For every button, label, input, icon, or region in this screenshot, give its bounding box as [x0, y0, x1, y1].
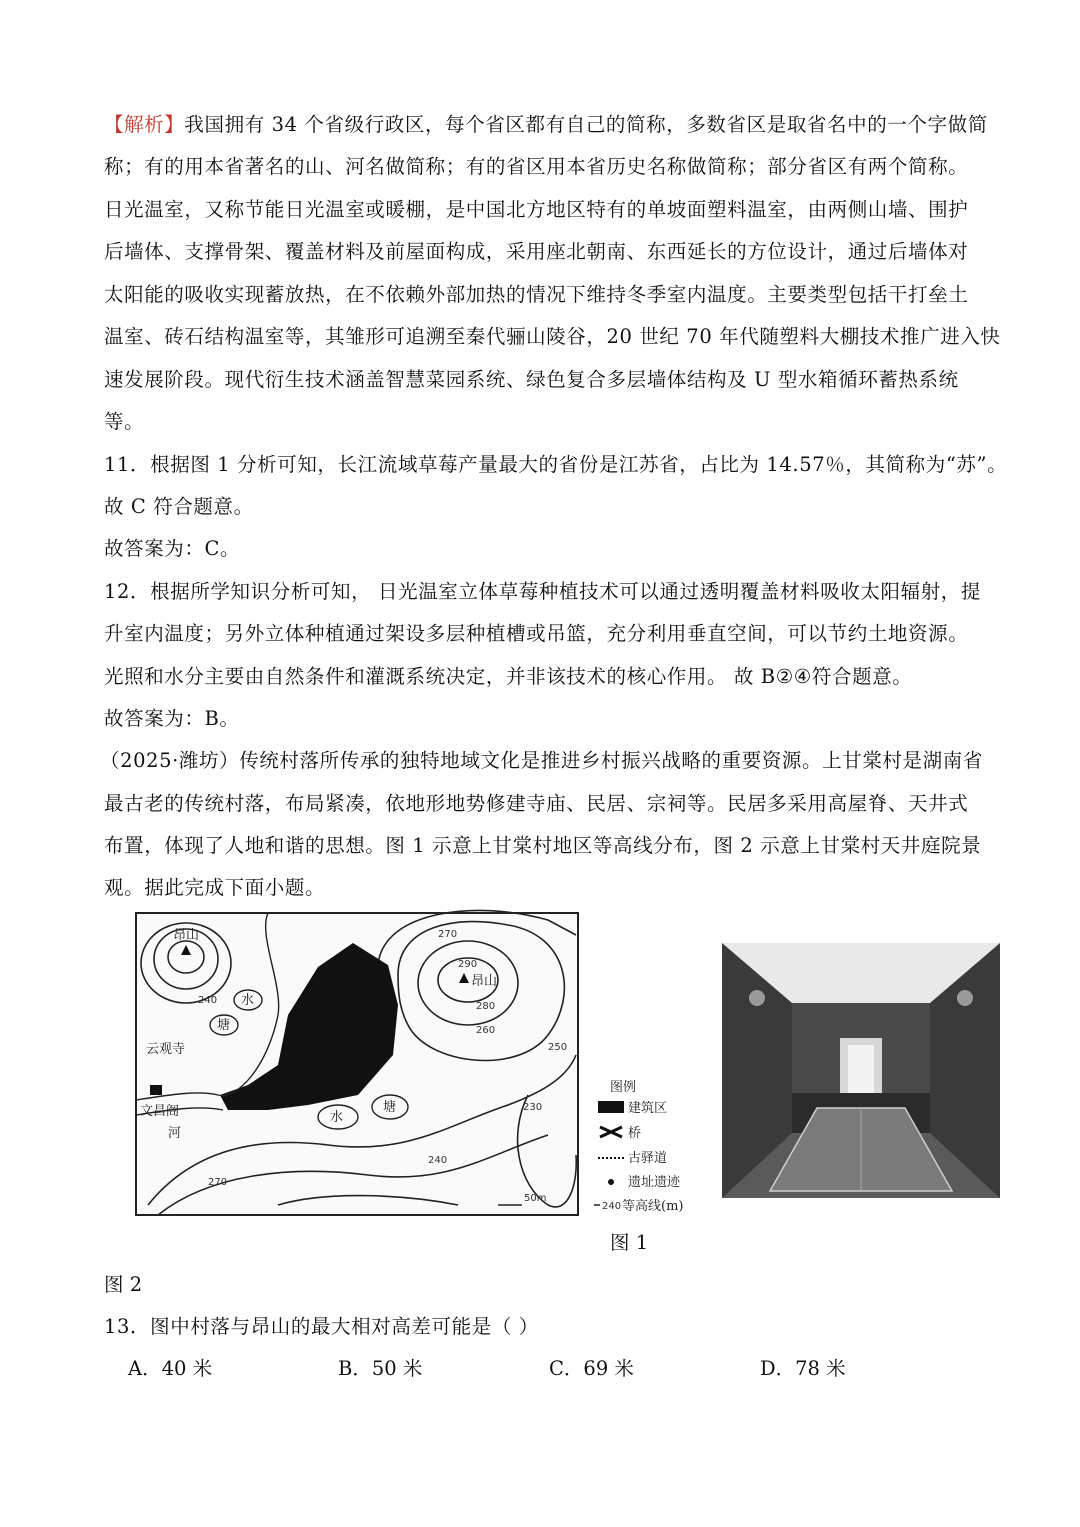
analysis-line-8: 等。: [104, 410, 145, 433]
contour-label-7: 230: [523, 1102, 543, 1113]
legend-bridge-icon: [600, 1127, 622, 1137]
q13-option-d[interactable]: D．78 米: [760, 1357, 846, 1380]
intro-line-2: 最古老的传统村落，布局紧凑，依地形地势修建寺庙、民居、宗祠等。民居多采用高屋脊、天井式: [104, 792, 969, 815]
map-legend: [594, 1080, 683, 1214]
intro-line-1: （2025·潍坊）传统村落所传承的独特地域文化是推进乡村振兴战略的重要资源。上甘棠村是湖南省: [100, 749, 983, 772]
analysis-line-7: 速发展阶段。现代衍生技术涵盖智慧菜园系统、绿色复合多层墙体结构及 U 型水箱循环蓄热系统: [104, 368, 959, 391]
q11-line-1: 11．根据图 1 分析可知，长江流域草莓产量最大的省份是江苏省，占比为 14.57％，其简称为“苏”。: [104, 453, 1008, 476]
figure-1-caption: 图 1: [610, 1231, 649, 1254]
q12-answer: 故答案为：B。: [104, 707, 240, 730]
q11-answer: 故答案为：C。: [104, 537, 241, 560]
intro-line-4: 观。据此完成下面小题。: [104, 876, 326, 899]
q12-line-1: 12．根据所学知识分析可知， 日光温室立体草莓种植技术可以通过透明覆盖材料吸收太阳辐射，提: [104, 580, 982, 603]
contour-label-3: 290: [458, 959, 478, 970]
legend-building-swatch: [598, 1101, 624, 1113]
legend-title: 图例: [610, 1080, 637, 1095]
scale-label: 50m: [524, 1193, 547, 1204]
label-shui1: 水: [241, 993, 255, 1008]
legend-building: 建筑区: [628, 1101, 668, 1116]
figure-2-caption: 图 2: [104, 1273, 143, 1296]
q13-option-c[interactable]: C．69 米: [549, 1357, 634, 1380]
contour-label-8: 240: [428, 1155, 448, 1166]
analysis-line-4: 后墙体、支撑骨架、覆盖材料及前屋面构成，采用座北朝南、东西延长的方位设计，通过后墙体对: [104, 240, 969, 263]
contour-label-5: 260: [476, 1025, 496, 1036]
contour-label-2: 270: [438, 929, 458, 940]
analysis-tag: 【解析】: [104, 113, 185, 136]
courtyard-photo: [722, 943, 1000, 1198]
label-angshan-left: 昂山: [173, 928, 200, 943]
q12-line-2: 升室内温度；另外立体种植通过架设多层种植槽或吊篮，充分利用垂直空间，可以节约土地资源。: [104, 622, 969, 645]
legend-contour-sample: 240: [602, 1201, 622, 1212]
temple-icon: [150, 1085, 162, 1095]
q11-line-2: 故 C 符合题意。: [104, 495, 254, 518]
q12-line-3: 光照和水分主要由自然条件和灌溉系统决定，并非该技术的核心作用。 故 B②④符合题意。: [104, 665, 913, 688]
contour-map: [128, 905, 698, 1223]
label-angshan-right: 昂山: [471, 974, 498, 989]
contour-label-4: 280: [476, 1001, 496, 1012]
contour-label-1: 240: [198, 995, 218, 1006]
legend-contour: 等高线(m): [622, 1199, 684, 1214]
analysis-line-2: 称；有的用本省著名的山、河名做简称；有的省区用本省历史名称做简称；部分省区有两个简称。: [104, 155, 969, 178]
label-tang1: 塘: [217, 1018, 231, 1033]
analysis-line-5: 太阳能的吸收实现蓄放热，在不依赖外部加热的情况下维持冬季室内温度。主要类型包括干打垒土: [104, 283, 969, 306]
label-temple: 云观寺: [146, 1042, 186, 1057]
contour-label-9: 270: [208, 1177, 228, 1188]
q13-option-a[interactable]: A．40 米: [128, 1357, 213, 1380]
legend-site-icon: [608, 1179, 614, 1185]
label-shui2: 水: [330, 1110, 344, 1125]
q13-option-b[interactable]: B．50 米: [338, 1357, 423, 1380]
legend-bridge: 桥: [628, 1126, 642, 1141]
analysis-line-1: 【解析】我国拥有 34 个省级行政区，每个省区都有自己的简称，多数省区是取省名中的一个字做简: [104, 113, 988, 136]
legend-site: 遗址遗迹: [628, 1175, 681, 1190]
label-wen: 文昌阁: [140, 1104, 180, 1119]
q13-stem: 13．图中村落与昂山的最大相对高差可能是（ ）: [104, 1315, 539, 1338]
legend-road: 古驿道: [628, 1151, 668, 1166]
analysis-line-6: 温室、砖石结构温室等，其雏形可追溯至秦代骊山陵谷，20 世纪 70 年代随塑料大棚技术推广进入快: [104, 325, 1001, 348]
contour-label-6: 250: [548, 1042, 568, 1053]
label-tang2: 塘: [383, 1100, 397, 1115]
intro-line-3: 布置，体现了人地和谐的思想。图 1 示意上甘棠村地区等高线分布，图 2 示意上甘棠村天井庭院景: [104, 834, 982, 857]
analysis-line-3: 日光温室，又称节能日光温室或暖棚，是中国北方地区特有的单坡面塑料温室，由两侧山墙、围护: [104, 198, 969, 221]
label-river: 河: [168, 1126, 182, 1141]
